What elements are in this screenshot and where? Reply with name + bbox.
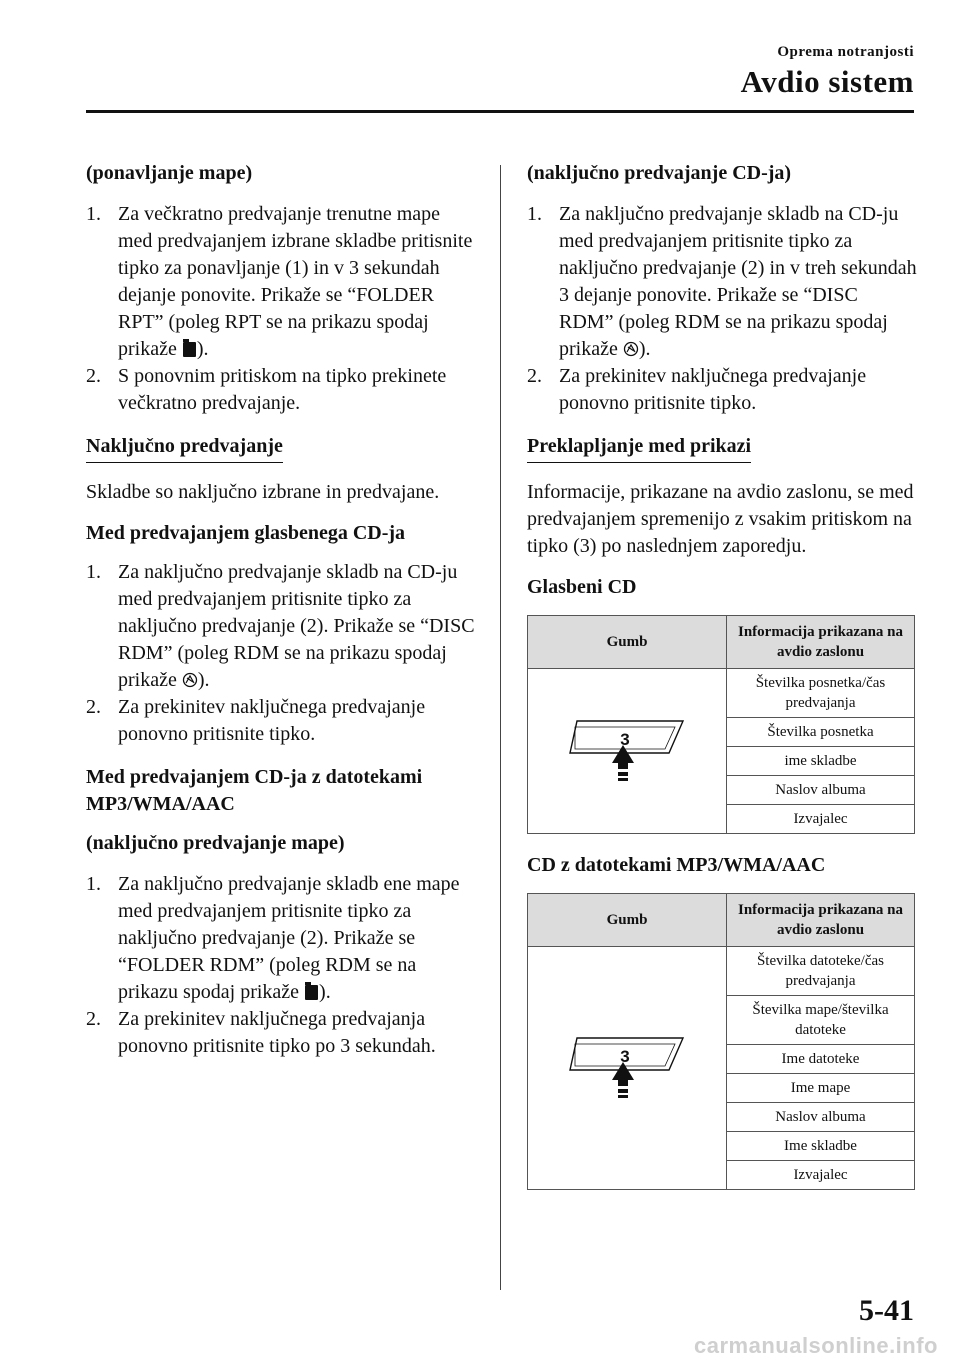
heading-mp3-cd-play: Med predvajanjem CD-ja z datotekami MP3/WMA/AAC bbox=[86, 766, 423, 815]
step-text: Za večkratno predvajanje trenutne mape med predvajanjem izbrane skladbe pritisnite tipko za ponavljanje (1) in v 3 sekundah dejanje ponovite. Prikaže se “FOLDER RPT” (poleg RPT se na prikazu spodaj prikaže bbox=[118, 203, 473, 360]
step-text: Za naključno predvajanje skladb na CD-ju med predvajanjem pritisnite tipko za naključno predvajanje (2) in v treh sekundah 3 dejanje ponovite. Prikaže se “DISC RDM” (poleg RDM se na prikazu spodaj prikaže bbox=[559, 203, 917, 360]
list-item bbox=[86, 694, 476, 748]
mp3-cd-item: Naslov albuma bbox=[727, 1103, 915, 1132]
step-text-end: ). bbox=[319, 981, 331, 1003]
step-number: 2. bbox=[86, 696, 101, 718]
step-text-end: ). bbox=[638, 338, 651, 360]
music-cd-item: ime skladbe bbox=[727, 747, 915, 776]
step-text: Za naključno predvajanje skladb na CD-ju med predvajanjem pritisnite tipko za naključno predvajanje (2). Prikaže se “DISC RDM” (poleg RDM se na prikazu spodaj prikaže bbox=[118, 561, 475, 691]
random-disc-icon bbox=[623, 341, 639, 357]
step-text: Za prekinitev naključnega predvajanje ponovno pritisnite tipko. bbox=[559, 365, 867, 414]
folder-icon bbox=[183, 342, 196, 357]
step-number: 1. bbox=[86, 873, 101, 895]
header-title: Avdio sistem bbox=[740, 64, 914, 99]
list-item bbox=[86, 363, 476, 417]
button-cell bbox=[528, 947, 727, 1190]
button-cell bbox=[528, 669, 727, 834]
list-item bbox=[86, 1006, 476, 1060]
music-cd-item: Številka posnetka/čas predvajanja bbox=[727, 669, 915, 718]
table-header-row bbox=[528, 894, 915, 947]
header-rule bbox=[86, 110, 914, 113]
list-item bbox=[86, 201, 476, 363]
heading-mp3-cd-table: CD z datotekami MP3/WMA/AAC bbox=[527, 854, 826, 876]
music-cd-item: Izvajalec bbox=[727, 805, 915, 834]
list-item bbox=[86, 871, 476, 1006]
col-header-button: Gumb bbox=[528, 616, 727, 669]
mp3-cd-item: Ime mape bbox=[727, 1074, 915, 1103]
heading-random-cd: (naključno predvajanje CD-ja) bbox=[527, 162, 792, 184]
list-item bbox=[527, 201, 917, 363]
folder-icon bbox=[305, 985, 318, 1000]
step-number: 2. bbox=[86, 1008, 101, 1030]
step-text: Za prekinitev naključnega predvajanja ponovno pritisnite tipko po 3 sekundah. bbox=[118, 1008, 436, 1057]
table-header-row bbox=[528, 616, 915, 669]
step-text: Za naključno predvajanje skladb ene mape med predvajanjem pritisnite tipko za naključno predvajanje (2). Prikaže se “FOLDER RDM” (poleg RDM se na prikazu spodaj prikaže bbox=[118, 873, 460, 1003]
step-text-end: ). bbox=[197, 669, 210, 691]
music-cd-table bbox=[527, 615, 915, 834]
step-number: 1. bbox=[86, 561, 101, 583]
music-cd-steps bbox=[86, 559, 476, 748]
heading-music-cd-play: Med predvajanjem glasbenega CD-ja bbox=[86, 522, 406, 544]
step-number: 1. bbox=[86, 203, 101, 225]
button-3-icon bbox=[567, 1032, 687, 1104]
heading-repeat-folder: (ponavljanje mape) bbox=[86, 162, 253, 184]
heading-switch-display: Preklapljanje med prikazi bbox=[527, 433, 751, 463]
step-text-end: ). bbox=[196, 338, 209, 360]
random-disc-icon bbox=[182, 672, 198, 688]
random-cd-steps bbox=[527, 201, 917, 417]
heading-random-folder: (naključno predvajanje mape) bbox=[86, 832, 345, 854]
col-header-info: Informacija prikazana na avdio zaslonu bbox=[727, 894, 915, 947]
random-folder-steps bbox=[86, 871, 476, 1060]
heading-music-cd-table: Glasbeni CD bbox=[527, 576, 637, 598]
table-row bbox=[528, 669, 915, 718]
step-number: 2. bbox=[527, 365, 542, 387]
music-cd-item: Naslov albuma bbox=[727, 776, 915, 805]
mp3-cd-item: Ime datoteke bbox=[727, 1045, 915, 1074]
mp3-cd-table bbox=[527, 893, 915, 1190]
page-number: 5-41 bbox=[859, 1294, 914, 1327]
heading-random-play: Naključno predvajanje bbox=[86, 433, 283, 463]
button-3-icon bbox=[567, 715, 687, 787]
list-item bbox=[527, 363, 917, 417]
button-3-label: 3 bbox=[620, 1047, 630, 1066]
mp3-cd-item: Izvajalec bbox=[727, 1161, 915, 1190]
table-row bbox=[528, 947, 915, 996]
music-cd-item: Številka posnetka bbox=[727, 718, 915, 747]
right-column bbox=[527, 160, 917, 1208]
random-intro: Skladbe so naključno izbrane in predvajane. bbox=[86, 481, 440, 503]
col-header-info: Informacija prikazana na avdio zaslonu bbox=[727, 616, 915, 669]
step-number: 1. bbox=[527, 203, 542, 225]
list-item bbox=[86, 559, 476, 694]
footer-watermark-url: carmanualsonline.info bbox=[694, 1333, 938, 1358]
col-header-button: Gumb bbox=[528, 894, 727, 947]
step-text: Za prekinitev naključnega predvajanje ponovno pritisnite tipko. bbox=[118, 696, 426, 745]
mp3-cd-item: Številka mape/številka datoteke bbox=[727, 996, 915, 1045]
mp3-cd-item: Številka datoteke/čas predvajanja bbox=[727, 947, 915, 996]
left-column bbox=[86, 160, 476, 1076]
button-3-label: 3 bbox=[620, 730, 630, 749]
step-number: 2. bbox=[86, 365, 101, 387]
switch-intro: Informacije, prikazane na avdio zaslonu, se med predvajanjem spremenijo z vsakim pritiskom na tipko (3) po naslednjem zaporedju. bbox=[527, 481, 914, 557]
step-text: S ponovnim pritiskom na tipko prekinete večkratno predvajanje. bbox=[118, 365, 447, 414]
mp3-cd-item: Ime skladbe bbox=[727, 1132, 915, 1161]
header-section: Oprema notranjosti bbox=[777, 44, 914, 60]
column-divider bbox=[500, 165, 501, 1290]
repeat-folder-steps bbox=[86, 201, 476, 417]
